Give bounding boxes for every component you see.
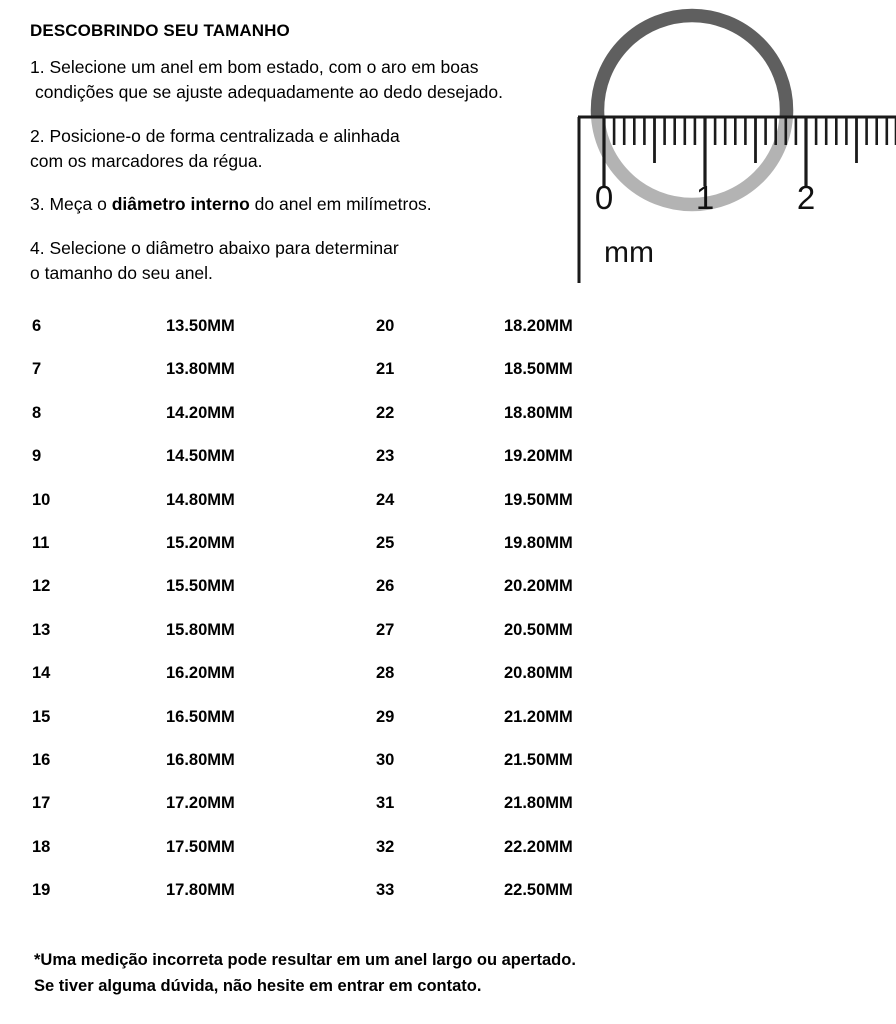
ring-diameter-value: 17.50MM xyxy=(166,837,235,856)
ring-diameter-value: 17.20MM xyxy=(166,794,235,813)
ring-diameter-value: 13.50MM xyxy=(166,317,235,335)
ring-size-value: 28 xyxy=(376,664,395,683)
footnote-line-1: *Uma medição incorreta pode resultar em um anel largo ou apertado. xyxy=(34,951,576,969)
instruction-step-3 xyxy=(30,192,570,217)
ring-diameter-value: 14.20MM xyxy=(166,403,235,422)
ring-diameter-value: 20.20MM xyxy=(504,577,573,596)
instruction-step-3-line-1 xyxy=(30,192,570,217)
page-title: DESCOBRINDO SEU TAMANHO xyxy=(30,21,290,40)
ring-diameter-value: 20.50MM xyxy=(504,620,573,639)
instruction-step-4-line-2: o tamanho do seu anel. xyxy=(30,263,213,284)
ring-diameter-value: 19.20MM xyxy=(504,447,573,466)
table-row[interactable] xyxy=(0,882,896,925)
ring-size-value: 13 xyxy=(32,620,51,639)
ring-size-value: 25 xyxy=(376,533,395,552)
ring-diameter-value: 14.50MM xyxy=(166,447,235,466)
ring-size-value: 16 xyxy=(32,750,51,769)
footnote xyxy=(34,948,576,999)
instruction-step-4 xyxy=(30,236,570,286)
ring-diameter-value: 16.80MM xyxy=(166,750,235,769)
ring-size-value: 26 xyxy=(376,577,395,596)
table-row[interactable] xyxy=(0,535,896,578)
ring-size-value: 20 xyxy=(376,317,395,335)
ring-diameter-value: 19.50MM xyxy=(504,490,573,509)
ring-diameter-value: 22.50MM xyxy=(504,881,573,900)
ring-size-value: 18 xyxy=(32,837,51,856)
ring-size-value: 23 xyxy=(376,447,395,466)
instruction-step-3-emphasis: diâmetro interno xyxy=(111,194,250,215)
ring-diameter-value: 13.80MM xyxy=(166,360,235,379)
ring-diameter-value: 21.20MM xyxy=(504,707,573,726)
ring-diameter-value: 18.80MM xyxy=(504,403,573,422)
ruler-label-0: 0 xyxy=(594,179,614,216)
ring-diameter-value: 15.50MM xyxy=(166,577,235,596)
ring-size-value: 24 xyxy=(376,490,395,509)
ring-diameter-value: 14.80MM xyxy=(166,490,235,509)
instructions-list xyxy=(30,55,570,286)
ring-size-value: 32 xyxy=(376,837,395,856)
table-row[interactable] xyxy=(0,839,896,882)
instruction-step-1-line-2: condições que se ajuste adequadamente ao dedo desejado. xyxy=(35,81,504,102)
ring-size-value: 14 xyxy=(32,664,51,683)
table-row[interactable] xyxy=(0,492,896,535)
table-row[interactable] xyxy=(0,361,896,404)
ring-diameter-value: 21.80MM xyxy=(504,794,573,813)
table-row[interactable] xyxy=(0,318,896,361)
instruction-step-2 xyxy=(30,124,570,174)
ruler-unit-label: mm xyxy=(604,236,654,269)
ring-diameter-value: 15.80MM xyxy=(166,620,235,639)
instruction-step-4-line-1: 4. Selecione o diâmetro abaixo para determinar xyxy=(30,238,399,259)
ring-size-value: 11 xyxy=(32,533,50,552)
instruction-step-1 xyxy=(30,55,570,105)
ring-diameter-value: 20.80MM xyxy=(504,664,573,683)
table-row[interactable] xyxy=(0,622,896,665)
ring-diameter-value: 21.50MM xyxy=(504,750,573,769)
ring-size-value: 22 xyxy=(376,403,395,422)
ring-size-value: 10 xyxy=(32,490,51,509)
ring-diameter-value: 16.20MM xyxy=(166,664,235,683)
ring-size-value: 12 xyxy=(32,577,51,596)
footnote-line-2: Se tiver alguma dúvida, não hesite em entrar em contato. xyxy=(34,976,482,995)
ring-size-value: 19 xyxy=(32,881,51,900)
ring-size-value: 15 xyxy=(32,707,51,726)
ring-diameter-value: 17.80MM xyxy=(166,881,235,900)
ring-diameter-value: 15.20MM xyxy=(166,533,235,552)
ring-diameter-value: 19.80MM xyxy=(504,533,573,552)
ring-size-value: 30 xyxy=(376,750,395,769)
instruction-step-2-line-2: com os marcadores da régua. xyxy=(30,150,263,171)
ring-size-value: 29 xyxy=(376,707,395,726)
instruction-step-3-text-post: do anel em milímetros. xyxy=(249,194,432,215)
table-row[interactable] xyxy=(0,709,896,752)
table-row[interactable] xyxy=(0,752,896,795)
instruction-step-1-line-1: 1. Selecione um anel em bom estado, com o aro em boas xyxy=(30,57,479,77)
table-row[interactable] xyxy=(0,578,896,621)
ring-diameter-value: 18.20MM xyxy=(504,317,573,335)
table-row[interactable] xyxy=(0,448,896,491)
table-row[interactable] xyxy=(0,405,896,448)
ruler-label-2: 2 xyxy=(796,179,816,216)
ruler-label-1: 1 xyxy=(695,179,715,216)
ring-size-value: 31 xyxy=(376,794,395,813)
ring-measuring-illustration xyxy=(560,0,896,300)
ring-diameter-value: 16.50MM xyxy=(166,707,235,726)
instruction-step-2-line-1: 2. Posicione-o de forma centralizada e alinhada xyxy=(30,125,400,146)
ring-diameter-value: 22.20MM xyxy=(504,837,573,856)
ring-size-value: 6 xyxy=(32,317,42,335)
ring-size-value: 33 xyxy=(376,881,395,900)
ring-size-value: 27 xyxy=(376,620,395,639)
ruler-ticks xyxy=(604,118,896,186)
instruction-step-3-text-pre: 3. Meça o xyxy=(30,194,112,215)
table-row[interactable] xyxy=(0,665,896,708)
table-row[interactable] xyxy=(0,795,896,838)
ring-diameter-value: 18.50MM xyxy=(504,360,573,379)
ring-size-value: 21 xyxy=(376,360,395,379)
ring-size-value: 9 xyxy=(32,447,42,466)
ring-size-value: 7 xyxy=(32,360,42,379)
ring-size-value: 8 xyxy=(32,403,42,422)
ring-size-table xyxy=(0,318,896,925)
ring-size-value: 17 xyxy=(32,794,51,813)
